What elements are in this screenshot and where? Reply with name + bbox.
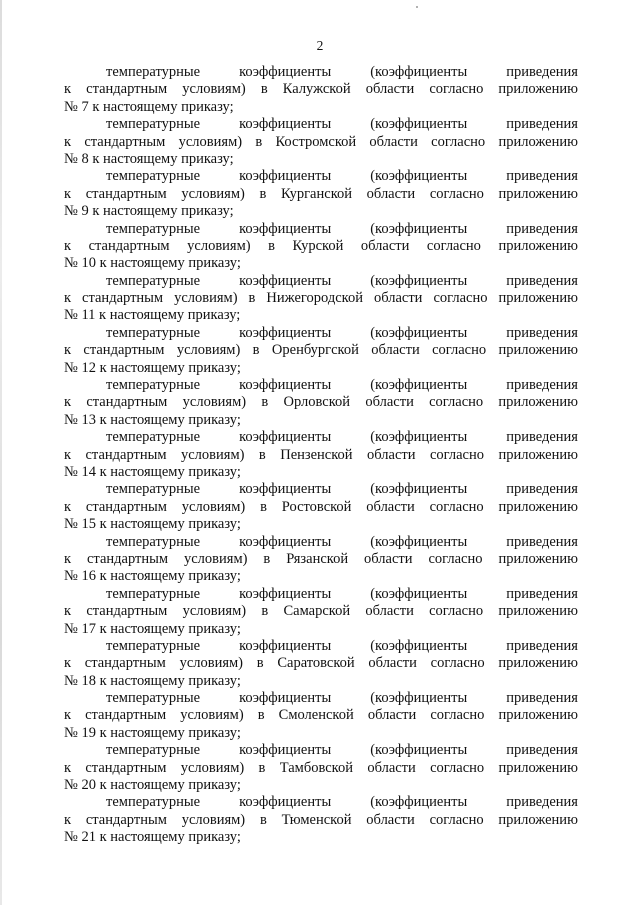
word: стандартным [86, 394, 168, 411]
word: согласно [429, 394, 484, 411]
word: приведения [506, 220, 578, 237]
paragraph-line-justified [64, 186, 578, 203]
scan-dust-mark [416, 6, 418, 8]
paragraph-line-indented [64, 690, 578, 707]
appendix-reference: № 14 к настоящему приказу; [64, 463, 241, 480]
word: согласно [429, 498, 484, 515]
word: температурные [106, 637, 201, 654]
list-item [64, 168, 578, 220]
word: согласно [429, 603, 484, 620]
paragraph-line-justified [64, 342, 578, 359]
list-item [64, 586, 578, 638]
appendix-reference: № 13 к настоящему приказу; [64, 411, 241, 428]
appendix-reference: № 18 к настоящему приказу; [64, 672, 241, 689]
word: согласно [428, 550, 483, 567]
appendix-reference: № 20 к настоящему приказу; [64, 777, 241, 794]
list-item [64, 325, 578, 377]
word: приведения [506, 637, 578, 654]
word: приложению [498, 185, 578, 202]
word: температурные [106, 429, 201, 446]
paragraph-line-indented [64, 794, 578, 811]
word: коэффициенты [239, 690, 332, 707]
word: к [64, 446, 72, 463]
word: температурные [106, 794, 201, 811]
word: приложению [498, 498, 578, 515]
appendix-reference: № 21 к настоящему приказу; [64, 829, 241, 846]
word: стандартным [84, 133, 166, 150]
word: стандартным [85, 707, 167, 724]
word: к [64, 603, 72, 620]
word: приложению [498, 342, 578, 359]
appendix-reference: № 16 к настоящему приказу; [64, 568, 241, 585]
word: приложению [498, 550, 578, 567]
word: приложению [498, 237, 578, 254]
paragraph-line-justified [64, 655, 578, 672]
paragraph-line-indented [64, 377, 578, 394]
paragraph-line-indented [64, 221, 578, 238]
word: области [366, 185, 416, 202]
word: стандартным [86, 603, 168, 620]
word: коэффициенты [239, 220, 332, 237]
paragraph-line-indented [64, 273, 578, 290]
word: приложению [498, 655, 578, 672]
word: приложению [498, 603, 578, 620]
word: температурные [106, 324, 201, 341]
list-item [64, 64, 578, 116]
word: коэффициенты [239, 585, 332, 602]
region-name: Самарской [283, 603, 351, 620]
word: температурные [106, 481, 201, 498]
word: в [256, 655, 264, 672]
word: условиям) [182, 81, 246, 98]
word: согласно [430, 759, 485, 776]
word: к [64, 185, 72, 202]
word: к [64, 707, 72, 724]
word: приведения [506, 481, 578, 498]
word: стандартным [85, 498, 167, 515]
word: приложению [498, 446, 578, 463]
word: в [257, 707, 265, 724]
appendix-reference: № 8 к настоящему приказу; [64, 150, 234, 167]
list-item [64, 377, 578, 429]
word: приведения [506, 116, 578, 133]
word: (коэффициенты [370, 64, 468, 80]
paragraph-line-indented [64, 586, 578, 603]
word: температурные [106, 377, 201, 394]
word: согласно [433, 290, 488, 307]
paragraph-line-justified [64, 760, 578, 777]
word: в [261, 603, 269, 620]
word: стандартным [86, 81, 168, 98]
word: (коэффициенты [370, 220, 468, 237]
word: коэффициенты [239, 377, 332, 394]
word: к [64, 237, 72, 254]
region-name: Смоленской [278, 707, 354, 724]
word: области [365, 394, 414, 411]
region-name: Тамбовской [279, 759, 353, 776]
paragraph-line-justified [64, 238, 578, 255]
word: приведения [506, 64, 578, 80]
word: стандартным [87, 550, 169, 567]
word: в [261, 394, 269, 411]
word: в [248, 290, 256, 307]
word: области [365, 603, 414, 620]
word: области [360, 237, 410, 254]
word: (коэффициенты [370, 794, 468, 811]
word: температурные [106, 168, 201, 185]
word: согласно [429, 185, 484, 202]
word: условиям) [181, 811, 246, 828]
word: условиям) [181, 446, 245, 463]
word: области [366, 498, 415, 515]
word: области [369, 133, 418, 150]
word: приведения [506, 168, 578, 185]
word: к [64, 550, 72, 567]
word: в [263, 550, 271, 567]
word: (коэффициенты [370, 429, 468, 446]
paragraph-line-justified [64, 81, 578, 98]
word: условиям) [180, 707, 244, 724]
region-name: Калужской [282, 81, 351, 98]
word: стандартным [85, 759, 167, 776]
list-item [64, 481, 578, 533]
word: приведения [506, 324, 578, 341]
word: к [64, 759, 72, 776]
word: области [367, 759, 416, 776]
word: приложению [498, 81, 578, 98]
word: температурные [106, 585, 201, 602]
word: области [367, 446, 416, 463]
word: приложению [498, 759, 578, 776]
word: приведения [506, 585, 578, 602]
word: области [371, 342, 420, 359]
word: коэффициенты [239, 533, 332, 550]
word: стандартным [85, 185, 167, 202]
word: к [64, 133, 72, 150]
word: в [252, 342, 260, 359]
region-name: Оренбургской [271, 342, 359, 359]
word: (коэффициенты [370, 481, 468, 498]
appendix-reference: № 17 к настоящему приказу; [64, 620, 241, 637]
word: приложению [498, 811, 578, 828]
appendix-reference: № 7 к настоящему приказу; [64, 98, 234, 115]
word: условиям) [181, 185, 245, 202]
region-name: Пензенской [280, 446, 353, 463]
paragraph-line-justified [64, 603, 578, 620]
word: согласно [430, 655, 485, 672]
word: температурные [106, 64, 201, 80]
list-item [64, 534, 578, 586]
paragraph-line-justified [64, 447, 578, 464]
word: согласно [430, 707, 485, 724]
word: согласно [429, 811, 484, 828]
word: температурные [106, 116, 201, 133]
word: области [366, 811, 415, 828]
region-name: Костромской [275, 133, 357, 150]
word: приведения [506, 429, 578, 446]
page-number: 2 [316, 38, 324, 53]
paragraph-line-justified [64, 499, 578, 516]
word: (коэффициенты [370, 377, 468, 394]
word: стандартным [84, 655, 166, 672]
word: в [258, 759, 266, 776]
word: приведения [506, 533, 578, 550]
word: коэффициенты [239, 794, 332, 811]
word: стандартным [85, 446, 167, 463]
word: условиям) [181, 498, 246, 515]
word: условиям) [187, 237, 251, 254]
word: коэффициенты [239, 481, 332, 498]
region-name: Тюменской [281, 811, 352, 828]
word: в [258, 446, 266, 463]
word: в [260, 498, 267, 515]
document-body [64, 64, 578, 847]
word: стандартным [85, 811, 167, 828]
word: температурные [106, 690, 201, 707]
word: условиям) [184, 550, 248, 567]
word: (коэффициенты [370, 690, 468, 707]
word: коэффициенты [239, 637, 332, 654]
region-name: Курской [292, 237, 344, 254]
paragraph-line-indented [64, 742, 578, 759]
word: согласно [432, 342, 487, 359]
scan-edge-shadow [0, 0, 2, 905]
word: к [64, 81, 72, 98]
word: приведения [506, 690, 578, 707]
word: приведения [506, 742, 578, 759]
word: области [368, 655, 417, 672]
word: температурные [106, 742, 201, 759]
word: в [268, 237, 275, 254]
word: коэффициенты [239, 64, 332, 80]
word: к [64, 655, 72, 672]
paragraph-line-justified [64, 551, 578, 568]
list-item [64, 794, 578, 846]
word: (коэффициенты [370, 272, 468, 289]
appendix-reference: № 10 к настоящему приказу; [64, 255, 241, 272]
word: приведения [506, 272, 578, 289]
word: (коэффициенты [370, 168, 468, 185]
paragraph-line-indented [64, 64, 578, 81]
list-item [64, 273, 578, 325]
word: стандартным [83, 342, 165, 359]
region-name: Ростовской [281, 498, 352, 515]
list-item [64, 116, 578, 168]
word: в [259, 185, 267, 202]
word: приведения [506, 377, 578, 394]
region-name: Саратовской [277, 655, 355, 672]
word: коэффициенты [239, 168, 332, 185]
word: (коэффициенты [370, 637, 468, 654]
word: коэффициенты [239, 429, 332, 446]
word: приведения [506, 794, 578, 811]
word: коэффициенты [239, 324, 332, 341]
paragraph-line-indented [64, 168, 578, 185]
region-name: Курганской [281, 185, 353, 202]
appendix-reference: № 11 к настоящему приказу; [64, 307, 241, 324]
word: приложению [498, 707, 578, 724]
paragraph-line-indented [64, 481, 578, 498]
word: условиям) [182, 394, 247, 411]
word: (коэффициенты [370, 533, 468, 550]
word: приложению [498, 394, 578, 411]
word: в [260, 81, 268, 98]
word: (коэффициенты [370, 742, 468, 759]
word: условиям) [176, 342, 241, 359]
word: условиям) [180, 759, 245, 776]
paragraph-line-justified [64, 134, 578, 151]
word: температурные [106, 220, 201, 237]
paragraph-line-justified [64, 707, 578, 724]
word: к [64, 342, 72, 359]
list-item [64, 638, 578, 690]
word: согласно [426, 237, 481, 254]
paragraph-line-indented [64, 429, 578, 446]
word: (коэффициенты [370, 324, 468, 341]
list-item [64, 429, 578, 481]
appendix-reference: № 15 к настоящему приказу; [64, 516, 241, 533]
word: к [64, 498, 72, 515]
word: (коэффициенты [370, 116, 468, 133]
list-item [64, 690, 578, 742]
word: области [364, 550, 413, 567]
paragraph-line-justified [64, 812, 578, 829]
word: коэффициенты [239, 742, 332, 759]
word: условиям) [174, 290, 238, 307]
paragraph-line-indented [64, 638, 578, 655]
paragraph-line-justified [64, 290, 578, 307]
word: к [64, 290, 72, 307]
paragraph-line-indented [64, 534, 578, 551]
word: к [64, 811, 72, 828]
word: условиям) [182, 603, 247, 620]
word: условиям) [178, 133, 243, 150]
appendix-reference: № 12 к настоящему приказу; [64, 359, 241, 376]
paragraph-line-indented [64, 116, 578, 133]
word: приложению [498, 290, 578, 307]
list-item [64, 221, 578, 273]
word: области [373, 290, 423, 307]
word: области [367, 707, 417, 724]
word: согласно [429, 446, 484, 463]
word: согласно [429, 81, 484, 98]
paragraph-line-justified [64, 394, 578, 411]
word: области [365, 81, 415, 98]
word: в [255, 133, 263, 150]
region-name: Рязанской [286, 550, 349, 567]
word: температурные [106, 533, 201, 550]
word: условиям) [179, 655, 244, 672]
list-item [64, 742, 578, 794]
word: к [64, 394, 72, 411]
word: в [259, 811, 267, 828]
word: согласно [431, 133, 486, 150]
region-name: Орловской [283, 394, 351, 411]
paragraph-line-indented [64, 325, 578, 342]
region-name: Нижегородской [266, 290, 363, 307]
word: стандартным [82, 290, 164, 307]
word: коэффициенты [239, 116, 332, 133]
word: приложению [498, 133, 578, 150]
word: коэффициенты [239, 272, 332, 289]
appendix-reference: № 19 к настоящему приказу; [64, 724, 241, 741]
word: (коэффициенты [370, 585, 468, 602]
appendix-reference: № 9 к настоящему приказу; [64, 203, 234, 220]
word: температурные [106, 272, 201, 289]
word: стандартным [88, 237, 170, 254]
